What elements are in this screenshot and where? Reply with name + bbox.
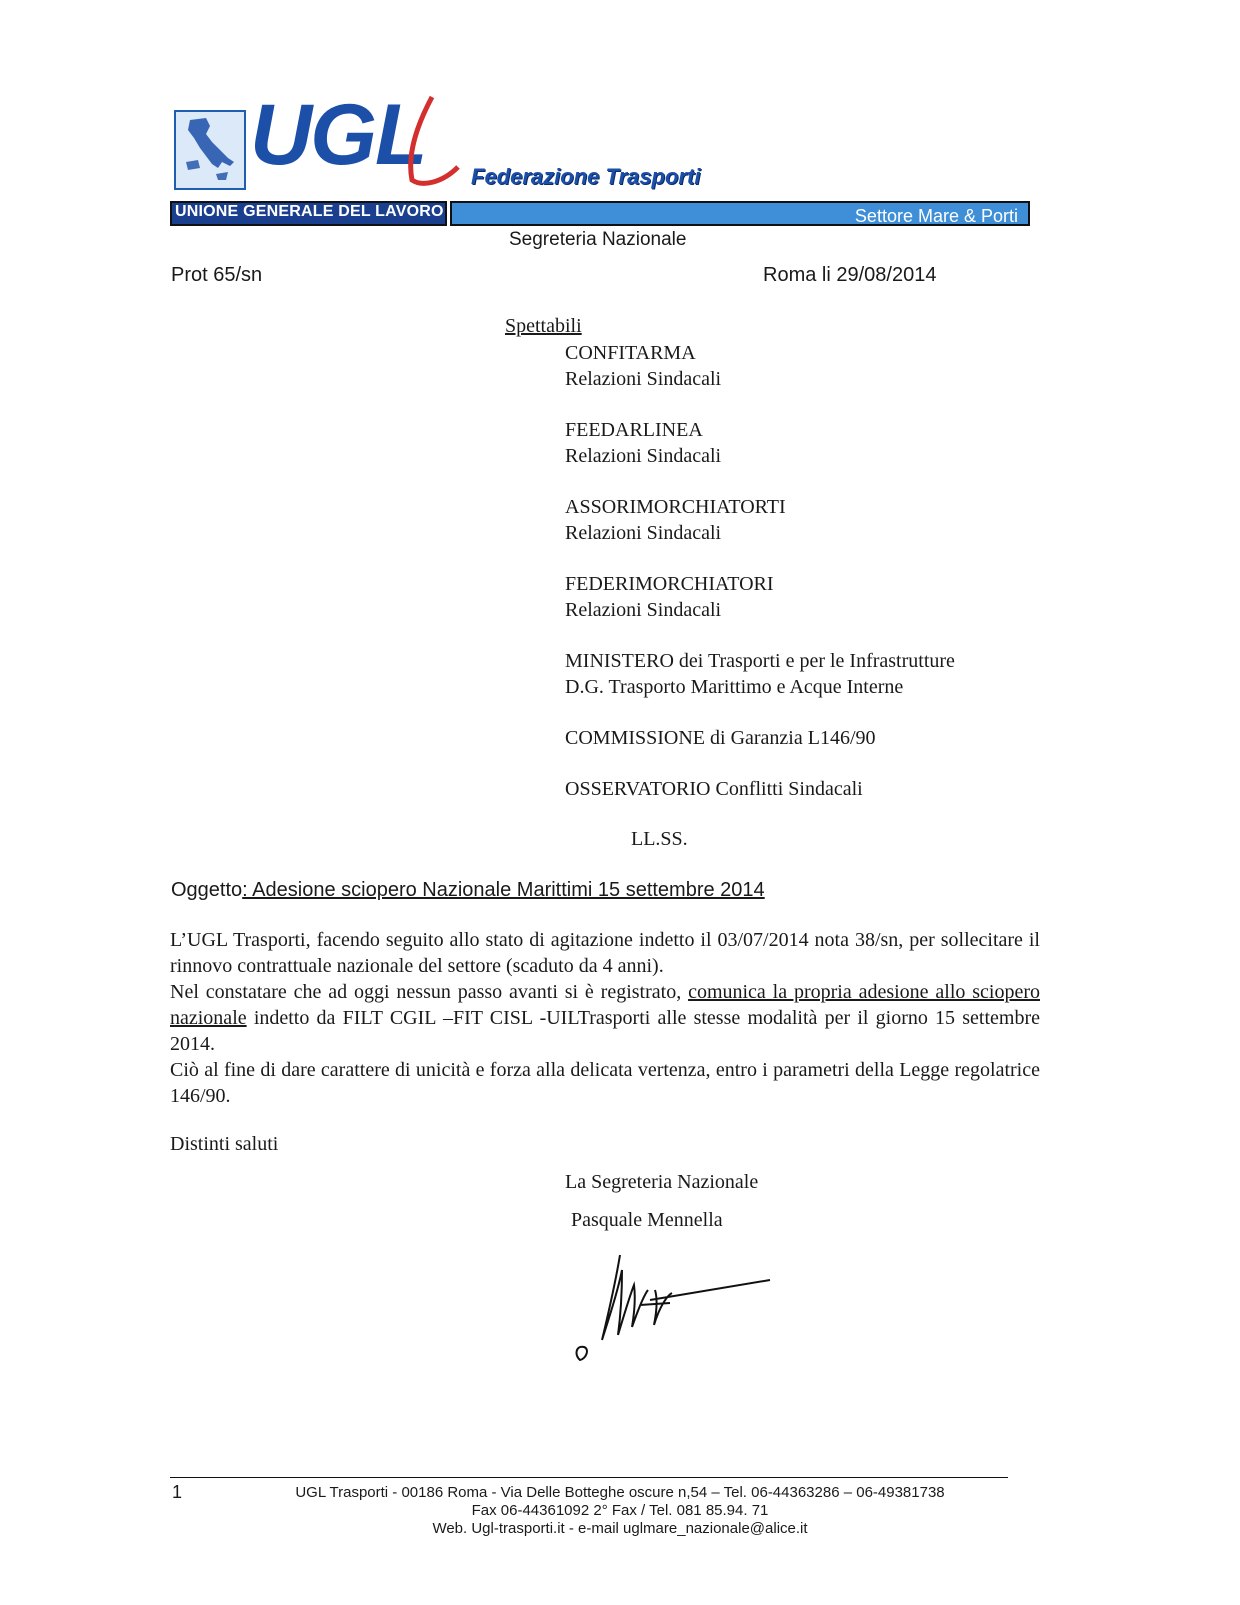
subject-line	[171, 879, 765, 902]
signature-name: Pasquale Mennella	[571, 1209, 723, 1231]
body-paragraph: Ciò al fine di dare carattere di unicità e forza alla delicata vertenza, entro i parametri della Legge regolatrice 146/90.	[170, 1059, 1040, 1107]
spettabili-label: Spettabili	[505, 315, 582, 337]
recipient-name: CONFITARMA	[565, 342, 696, 364]
logo-swoosh-icon	[392, 95, 462, 200]
body-text-segment: indetto da FILT CGIL –FIT CISL -UILTrasporti alle stesse modalità per il giorno 15 settembre 2014.	[170, 1007, 1040, 1055]
federation-title: Federazione Trasporti	[471, 164, 701, 189]
recipient-dept: Relazioni Sindacali	[565, 599, 722, 621]
recipient-dept: Relazioni Sindacali	[565, 445, 722, 467]
footer-divider	[170, 1477, 1008, 1478]
recipient-dept: Relazioni Sindacali	[565, 368, 722, 390]
body-paragraph: L’UGL Trasporti, facendo seguito allo stato di agitazione indetto il 03/07/2014 nota 38/sn, per sollecitare il rinnovo contrattuale nazionale del settore (scaduto da 4 anni).	[170, 929, 1040, 977]
body-paragraph	[170, 979, 1040, 1057]
recipient-name: OSSERVATORIO Conflitti Sindacali	[565, 778, 863, 800]
subject-text: : Adesione sciopero Nazionale Marittimi 15 settembre 2014	[242, 879, 765, 901]
italy-map-logo-icon	[174, 110, 246, 190]
recipient-name: COMMISSIONE di Garanzia L146/90	[565, 727, 876, 749]
closing: Distinti saluti	[170, 1133, 279, 1155]
recipient-dept: D.G. Trasporto Marittimo e Acque Interne	[565, 676, 904, 698]
segreteria-heading: Segreteria Nazionale	[509, 229, 687, 250]
handwritten-signature-icon	[560, 1245, 780, 1380]
llss-label: LL.SS.	[631, 828, 688, 850]
recipient-dept: Relazioni Sindacali	[565, 522, 722, 544]
subject-label: Oggetto	[171, 879, 243, 901]
sector-name: Settore Mare & Porti	[854, 206, 1018, 226]
footer-address: UGL Trasporti - 00186 Roma - Via Delle Botteghe oscure n,54 – Tel. 06-44363286 – 06-49381738	[295, 1484, 945, 1501]
body-text-segment: Nel constatare che ad oggi nessun passo avanti si è registrato,	[170, 981, 689, 1003]
union-name: UNIONE GENERALE DEL LAVORO	[175, 203, 444, 220]
recipient-name: FEEDARLINEA	[565, 419, 703, 441]
footer-web: Web. Ugl-trasporti.it - e-mail uglmare_nazionale@alice.it	[432, 1520, 808, 1537]
place-date: Roma li 29/08/2014	[763, 264, 937, 286]
protocol-number: Prot 65/sn	[171, 264, 263, 286]
ugl-logo-text: UGL	[250, 87, 426, 183]
signature-office: La Segreteria Nazionale	[565, 1171, 759, 1193]
footer-fax: Fax 06-44361092 2° Fax / Tel. 081 85.94. 71	[471, 1502, 769, 1519]
recipient-name: MINISTERO dei Trasporti e per le Infrastrutture	[565, 650, 955, 672]
recipient-name: ASSORIMORCHIATORTI	[565, 496, 786, 518]
page-number: 1	[172, 1482, 183, 1502]
recipient-name: FEDERIMORCHIATORI	[565, 573, 774, 595]
body-text-underlined: comunica la propria adesione allo sciopero nazionale	[170, 981, 1040, 1029]
letter-body	[170, 927, 1040, 1109]
